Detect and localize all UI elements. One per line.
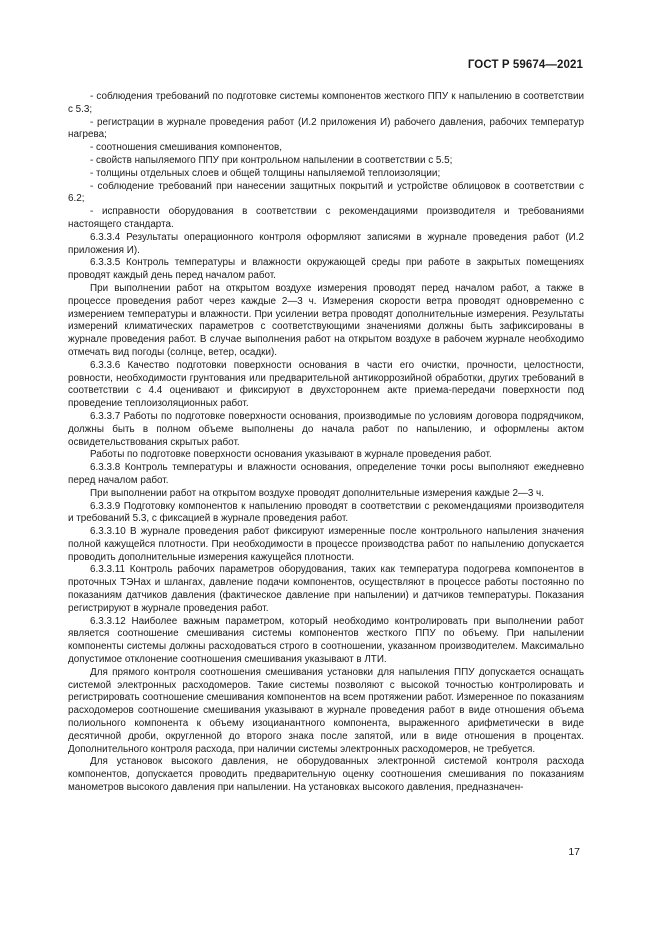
paragraph: 6.3.3.7 Работы по подготовке поверхности основания, производимые по условиям договора подрядчиком, должны быть в полном объеме выполнены до начала работ по напылению, и оформлены актом освидетельствования скрытых работ. [68, 410, 584, 448]
paragraph: 6.3.3.6 Качество подготовки поверхности основания в части его очистки, прочности, целостности, ровности, необходимости грунтования или предварительной антикоррозийной обработки, других требований в соответствии с 4.4 оценивают и фиксируют в двухстороннем акте приема-передачи поверхности под проведение теплоизоляционных работ. [68, 359, 584, 410]
paragraph: - толщины отдельных слоев и общей толщины напыляемой теплоизоляции; [90, 167, 441, 179]
paragraph: 6.3.3.10 В журнале проведения работ фиксируют измеренные после контрольного напыления значения полной кажущейся плотности. При необходимости в процессе производства работ по напылению допускается проводить дополнительные измерения кажущейся плотности. [68, 526, 584, 563]
paragraph: - соблюдение требований при нанесении защитных покрытий и устройстве облицовок в соответствии с 6.2; [68, 180, 584, 205]
paragraph: 6.3.3.4 Результаты операционного контроля оформляют записями в журнале проведения работ (И.2 приложения И). [68, 231, 584, 256]
paragraph: - соблюдения требований по подготовке системы компонентов жесткого ППУ к напылению в соответствии с 5.3; [68, 91, 584, 115]
paragraph: 6.3.3.9 Подготовку компонентов к напылению проводят в соответствии с рекомендациями производителя и требований 5.3, с фиксацией в журнале проведения работ. [68, 500, 584, 525]
paragraph: - исправности оборудования в соответствии с рекомендациями производителя и требованиями настоящего стандарта. [68, 206, 584, 230]
paragraph: 6.3.3.8 Контроль температуры и влажности основания, определение точки росы выполняют ежедневно перед началом работ. [68, 462, 584, 486]
paragraph: Для установок высокого давления, не оборудованных электронной системой контроля расхода компонентов, допускается проводить предварительную оценку соотношения смешивания по показаниям манометров высокого давления при напылении. На установках высокого давления, предназначен- [68, 756, 584, 794]
paragraph: - соотношения смешивания компонентов, [90, 142, 282, 154]
paragraph: Работы по подготовке поверхности основания указывают в журнале проведения работ. [90, 449, 492, 461]
paragraph: Для прямого контроля соотношения смешивания установки для напыления ППУ допускается оснащать системой электронных расходомеров. Такие системы позволяют с высокой точностью контролировать и регистрировать соотношение смешивания компонентов на всем протяжении работ. Измеренное по показаниям расходомеров соотношение смешивания указывают в журнале проведения работ в виде отношения объема полиольного компонента к объему изоцианантного компонента, выраженного арифметически в виде десятичной дроби, округленной до второго знака после запятой, или в виде отношения в процентах. Дополнительного контроля расхода, при наличии системы электронных расходомеров, не требуется. [68, 666, 584, 755]
paragraph: При выполнении работ на открытом воздухе проводят дополнительные измерения каждые 2—3 ч. [90, 487, 544, 499]
paragraph: 6.3.3.12 Наиболее важным параметром, который необходимо контролировать при выполнении работ является соотношение смешивания системы компонентов жесткого ППУ по объему. При напылении компоненты системы должны расходоваться строго в соотношении, указанном производителем. Максимально допустимое отклонение соотношения смешивания указывают в ЛТИ. [68, 615, 584, 666]
paragraph: 6.3.3.11 Контроль рабочих параметров оборудования, таких как температура подогрева компонентов в проточных ТЭНах и шлангах, давление подачи компонентов, осуществляют в процессе работы постоянно по показаниям датчиков давления (фактическое давление при напылении) и датчиков температуры. Показания регистрируют в журнале проведения работ. [68, 564, 584, 614]
paragraph: - регистрации в журнале проведения работ (И.2 приложения И) рабочего давления, рабочих температур нагрева; [68, 116, 584, 141]
page-number: 17 [568, 846, 580, 858]
paragraph: 6.3.3.5 Контроль температуры и влажности окружающей среды при работе в закрытых помещениях проводят каждый день перед началом работ. [68, 257, 584, 282]
paragraph: При выполнении работ на открытом воздухе измерения проводят перед началом работ, а также в процессе проведения работ через каждые 2—3 ч. Измерения скорости ветра проводят одновременно с измерением температуры и влажности. При усилении ветра проводят дополнительные измерения. Результаты измерений климатических параметров с соответствующими значениями должны быть зафиксированы в журнале проведения работ. В случае выполнения работ на открытом воздухе в рабочем журнале необходимо отмечать вид погоды (солнце, ветер, осадки). [68, 282, 584, 358]
paragraph: - свойств напыляемого ППУ при контрольном напылении в соответствии с 5.5; [90, 154, 453, 166]
standard-header: ГОСТ Р 59674—2021 [467, 59, 583, 71]
document-body [68, 91, 584, 795]
